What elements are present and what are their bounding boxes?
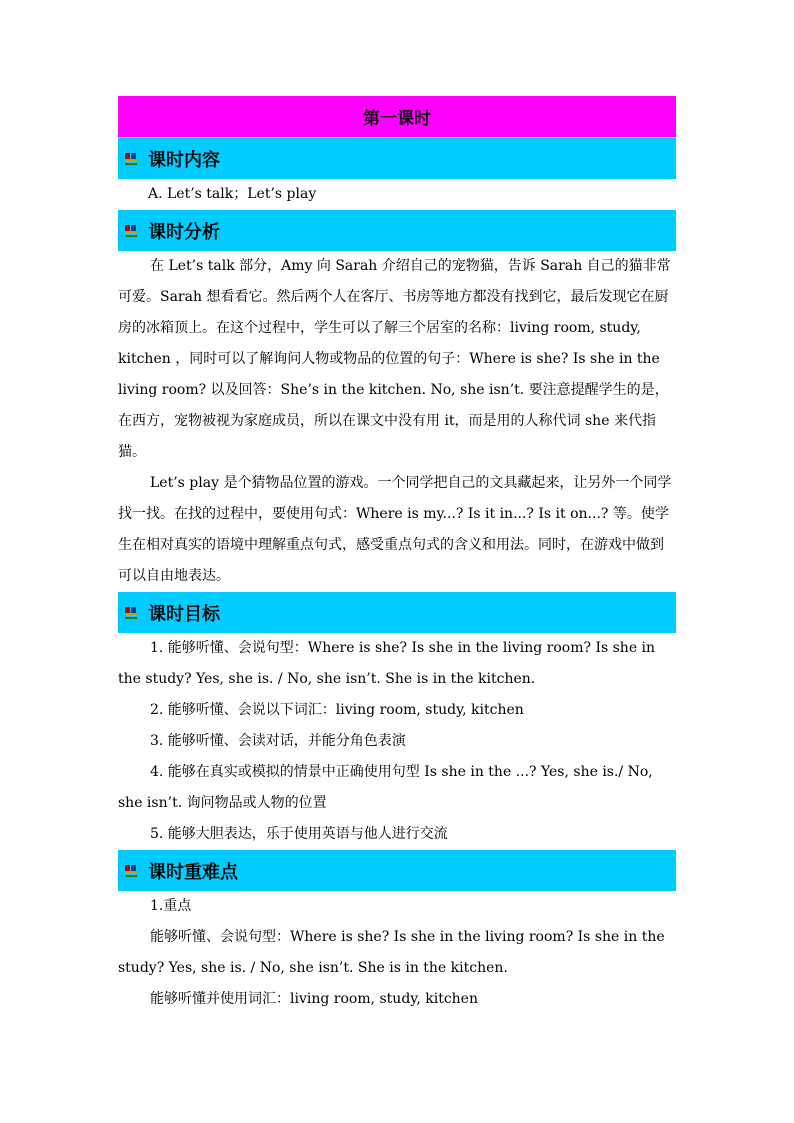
section-heading-key-points <box>118 850 676 891</box>
book-stack-icon <box>124 152 138 166</box>
section-heading-text: 课时内容 <box>148 149 220 171</box>
section-heading-objectives <box>118 592 676 633</box>
section-heading-text: 课时目标 <box>148 603 220 625</box>
objective-item: 1. 能够听懂、会说句型：Where is she? Is she in the living room? Is she in the study? Yes, she is. / No, she isn’t. She is in the kitchen. <box>118 640 656 687</box>
objective-item: 5. 能够大胆表达，乐于使用英语与他人进行交流 <box>150 826 448 842</box>
objective-item: 2. 能够听懂、会说以下词汇：living room, study, kitchen <box>150 702 524 718</box>
book-stack-icon <box>124 864 138 878</box>
content-text: A. Let’s talk；Let’s play <box>148 186 317 202</box>
objective-item: 4. 能够在真实或模拟的情景中正确使用句型 Is she in the ...? Yes, she is./ No, she isn’t. 询问物品或人物的位置 <box>118 764 653 811</box>
section-heading-analysis <box>118 210 676 251</box>
key-point-item: 能够听懂并使用词汇：living room, study, kitchen <box>150 991 478 1007</box>
book-stack-icon <box>124 224 138 238</box>
lesson-title: 第一课时 <box>118 96 676 138</box>
book-stack-icon <box>124 606 138 620</box>
key-point-label: 1.重点 <box>150 898 192 914</box>
section-heading-content <box>118 138 676 179</box>
objective-item: 3. 能够听懂、会读对话，并能分角色表演 <box>150 733 406 749</box>
section-heading-text: 课时分析 <box>148 221 220 243</box>
analysis-paragraph-2: Let’s play 是个猜物品位置的游戏。一个同学把自己的文具藏起来，让另外一个同学找一找。在找的过程中，要使用句式：Where is my...? Is it in...? Is it on...? 等。使学生在相对真实的语境中理解重点句式，感受重点句式的含义和用法。同时，在游戏中做到可以自由地表达。 <box>118 475 672 584</box>
analysis-paragraph-1: 在 Let’s talk 部分，Amy 向 Sarah 介绍自己的宠物猫，告诉 Sarah 自己的猫非常可爱。Sarah 想看看它。然后两个人在客厅、书房等地方都没有找到它，最后发现它在厨房的冰箱顶上。在这个过程中，学生可以了解三个居室的名称：living room, study, kitchen ，同时可以了解询问人物或物品的位置的句子：Where is she? Is she in the living room? 以及回答：She’s in the kitchen. No, she isn’t. 要注意提醒学生的是，在西方，宠物被视为家庭成员，所以在课文中没有用 it，而是用的人称代词 she 来代指猫。 <box>118 258 671 460</box>
section-heading-text: 课时重难点 <box>148 861 238 883</box>
key-point-item: 能够听懂、会说句型：Where is she? Is she in the living room? Is she in the study? Yes, she is. / No, she isn’t. She is in the kitchen. <box>118 929 665 976</box>
lesson-plan <box>118 96 676 1015</box>
